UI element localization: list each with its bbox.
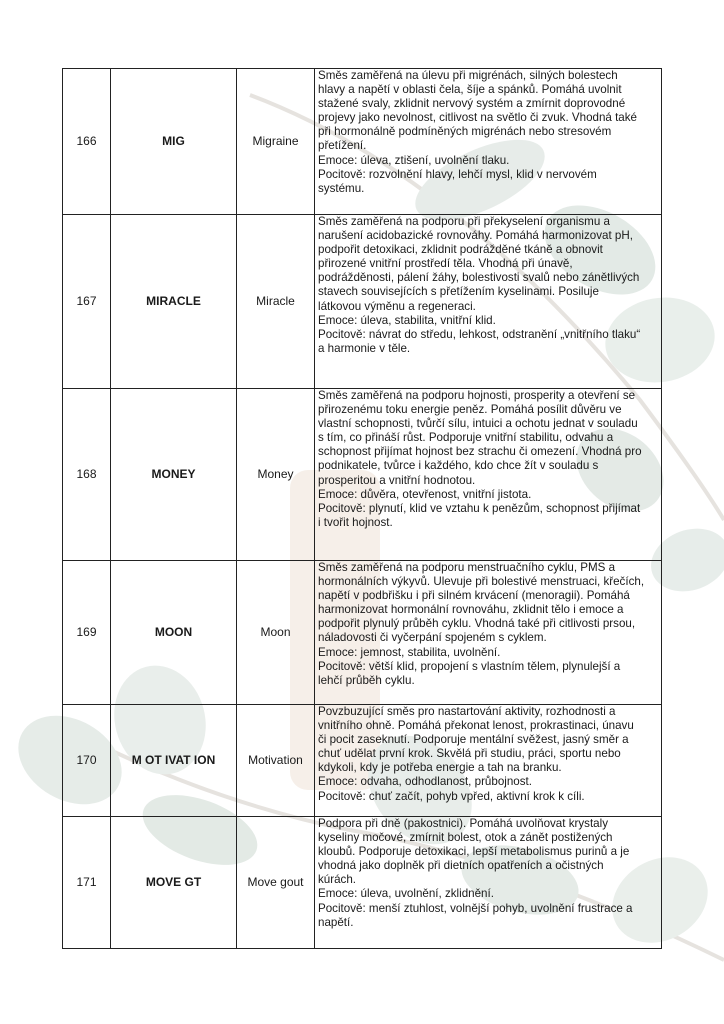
description-line: i tvořit hojnost. xyxy=(318,515,393,529)
table-row xyxy=(63,705,662,817)
product-description xyxy=(315,389,662,561)
table-row xyxy=(63,561,662,705)
product-code: MIG xyxy=(111,69,237,215)
description-line: schopnost přijímat hojnost bez strachu či omezení. Vhodná pro xyxy=(318,445,642,459)
table-row xyxy=(63,215,662,389)
description-line: Pocitově: plynutí, klid ve vztahu k penězům, schopnost přijímat xyxy=(318,501,641,515)
product-description xyxy=(315,215,662,389)
description-line: či pocit zaseknutí. Podporuje mentální svěžest, jasný směr a xyxy=(318,733,629,747)
description-line: Pocitově: návrat do středu, lehkost, odstranění „vnitřního tlaku“ xyxy=(318,327,641,341)
product-name: Motivation xyxy=(237,705,315,817)
table-row xyxy=(63,69,662,215)
table-row xyxy=(63,389,662,561)
description-line: podrážděnosti, pálení žáhy, bolestivosti svalů nebo zánětlivých xyxy=(318,271,640,285)
description-line: Emoce: úleva, uvolnění, zklidnění. xyxy=(318,887,494,901)
table-row xyxy=(63,817,662,949)
description-line: přirozenému toku energie peněz. Pomáhá posílit důvěru ve xyxy=(318,403,622,417)
description-line: chuť udělat první krok. Skvělá při studiu, práci, sportu nebo xyxy=(318,747,621,761)
description-line: vhodná jako doplněk při dietních opatřeních a očistných xyxy=(318,859,604,873)
description-line: Emoce: jemnost, stabilita, uvolnění. xyxy=(318,645,501,659)
description-line: Pocitově: větší klid, propojení s vlastním tělem, plynulejší a xyxy=(318,659,621,673)
description-line: kloubů. Podporuje detoxikaci, lepší metabolismus purinů a je xyxy=(318,845,630,859)
product-description xyxy=(315,705,662,817)
description-line: Směs zaměřená na úlevu při migrénách, silných bolestech xyxy=(318,69,618,82)
row-number: 168 xyxy=(63,389,111,561)
description-line: stažené svaly, zklidnit nervový systém a zmírnit doprovodné xyxy=(318,97,626,111)
product-name: Migraine xyxy=(237,69,315,215)
product-code: MOON xyxy=(111,561,237,705)
product-code: MIRACLE xyxy=(111,215,237,389)
description-line: napětí. xyxy=(318,915,354,929)
description-line: napětí v podbřišku i při silném krvácení (menoragii). Pomáhá xyxy=(318,589,630,603)
description-line: vlastní schopnosti, tvůrčí sílu, intuici a ochotu jednat v souladu xyxy=(318,417,638,431)
description-line: Směs zaměřená na podporu při překyselení organismu a xyxy=(318,215,610,228)
description-line: systému. xyxy=(318,181,365,195)
description-line: kúrách. xyxy=(318,873,357,887)
description-line: Emoce: úleva, stabilita, vnitřní klid. xyxy=(318,313,496,327)
description-line: podpořit detoxikaci, zklidnit podrážděné tkáně a obnovit xyxy=(318,243,603,257)
row-number: 171 xyxy=(63,817,111,949)
product-name: Moon xyxy=(237,561,315,705)
description-line: Směs zaměřená na podporu hojnosti, prosperity a otevření se xyxy=(318,389,636,402)
description-line: vnitřního ohně. Pomáhá překonat lenost, prokrastinaci, únavu xyxy=(318,719,634,733)
product-description xyxy=(315,817,662,949)
description-line: projevy jako nevolnost, citlivost na světlo či zvuk. Vhodná také xyxy=(318,111,637,125)
description-line: lehčí průběh cyklu. xyxy=(318,673,415,687)
description-line: Povzbuzující směs pro nastartování aktivity, rozhodnosti a xyxy=(318,705,616,718)
description-line: kyseliny močové, zmírnit bolest, otok a zánět postižených xyxy=(318,831,613,845)
description-line: stavech souvisejících s přetížením kyselinami. Posiluje xyxy=(318,285,599,299)
row-number: 166 xyxy=(63,69,111,215)
row-number: 170 xyxy=(63,705,111,817)
row-number: 169 xyxy=(63,561,111,705)
description-line: Pocitově: menší ztuhlost, volnější pohyb, uvolnění frustrace a xyxy=(318,901,633,915)
product-name: Money xyxy=(237,389,315,561)
description-line: Emoce: úleva, ztišení, uvolnění tlaku. xyxy=(318,153,510,167)
description-line: Emoce: odvaha, odhodlanost, průbojnost. xyxy=(318,775,532,789)
description-line: Emoce: důvěra, otevřenost, vnitřní jistota. xyxy=(318,487,532,501)
product-code: M OT IVAT ION xyxy=(111,705,237,817)
description-line: hormonálních výkyvů. Ulevuje při bolestivé menstruaci, křečích, xyxy=(318,575,645,589)
description-line: s tím, co přináší růst. Podporuje vnitřní stabilitu, odvahu a xyxy=(318,431,614,445)
description-line: kdykoli, kdy je potřeba energie a tah na branku. xyxy=(318,761,562,775)
description-line: přirozené vnitřní prostředí těla. Vhodná při únavě, xyxy=(318,257,573,271)
description-line: hlavy a napětí v oblasti čela, šíje a spánků. Pomáhá uvolnit xyxy=(318,83,622,97)
description-line: náladovosti či vyčerpání spojeném s cyklem. xyxy=(318,631,547,645)
description-line: Směs zaměřená na podporu menstruačního cyklu, PMS a xyxy=(318,561,616,574)
description-line: narušení acidobazické rovnováhy. Pomáhá harmonizovat pH, xyxy=(318,229,633,243)
description-line: Podpora při dně (pakostnici). Pomáhá uvolňovat krystaly xyxy=(318,817,608,830)
row-number: 167 xyxy=(63,215,111,389)
product-table xyxy=(62,68,662,949)
product-code: MONEY xyxy=(111,389,237,561)
product-code: MOVE GT xyxy=(111,817,237,949)
description-line: a harmonie v těle. xyxy=(318,341,411,355)
description-line: Pocitově: chuť začít, pohyb vpřed, aktivní krok k cíli. xyxy=(318,789,585,803)
description-line: podpořit plynulý průběh cyklu. Vhodná také při citlivosti prsou, xyxy=(318,617,636,631)
product-name: Miracle xyxy=(237,215,315,389)
product-description xyxy=(315,561,662,705)
description-line: harmonizovat hormonální rovnováhu, zklidnit tělo i emoce a xyxy=(318,603,624,617)
description-line: Pocitově: rozvolnění hlavy, lehčí mysl, klid v nervovém xyxy=(318,167,597,181)
product-name: Move gout xyxy=(237,817,315,949)
description-line: při hormonálně podmíněných migrénách nebo stresovém xyxy=(318,125,612,139)
product-description xyxy=(315,69,662,215)
description-line: podnikatele, tvůrce i každého, kdo chce žít v souladu s xyxy=(318,459,599,473)
description-line: přetížení. xyxy=(318,139,367,153)
description-line: prosperitou a vnitřní hodnotou. xyxy=(318,473,476,487)
description-line: látkovou výměnu a regeneraci. xyxy=(318,299,476,313)
